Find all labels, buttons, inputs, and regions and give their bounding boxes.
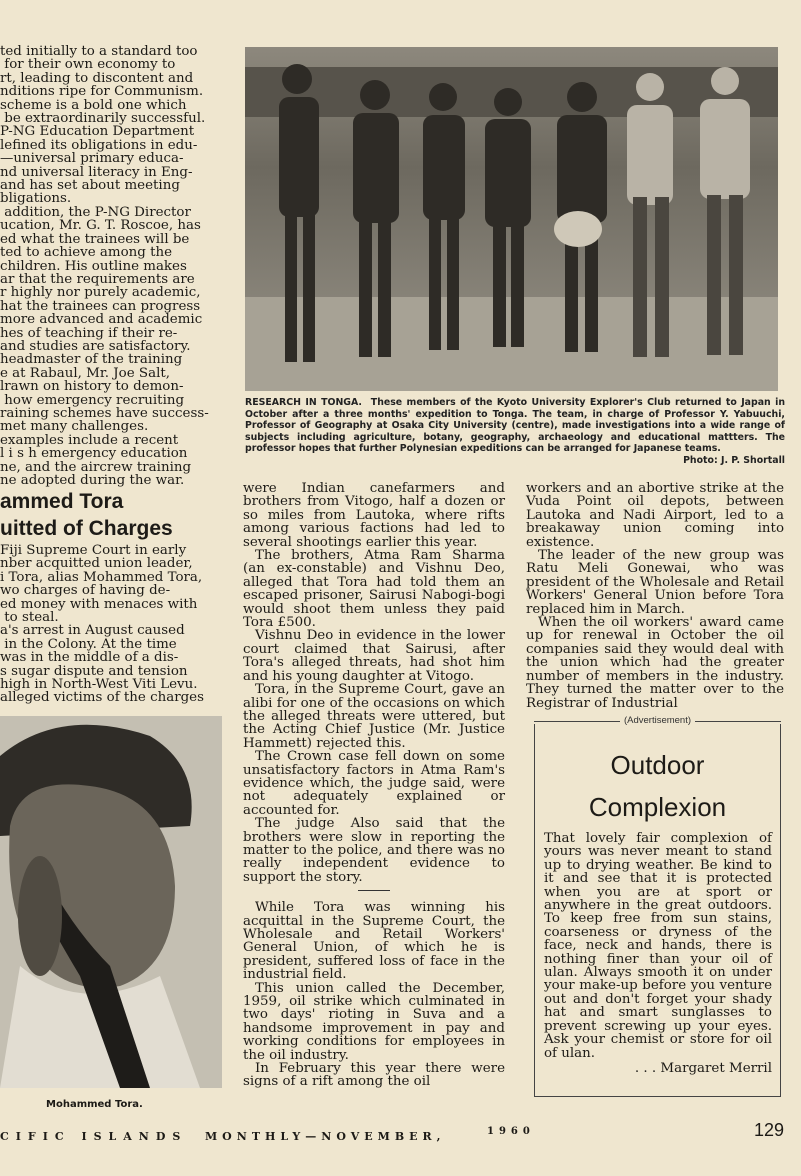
paragraph: [243, 982, 505, 1062]
text-line: and studies are satisfactory.: [0, 338, 191, 354]
middle-column-article-text: [243, 482, 505, 1089]
paragraph: [243, 549, 505, 629]
text-line: l i s h emergency education: [0, 446, 188, 462]
text-line: ed money with menaces with: [0, 596, 198, 612]
text-line: in the Colony. At the time: [0, 636, 177, 652]
ad-body: [544, 832, 772, 1075]
text-line: hat the trainees can progress: [0, 298, 201, 314]
text-line: hes of teaching if their re-: [0, 325, 178, 341]
headline-line-2: uitted of Charges: [0, 517, 173, 540]
paragraph: [243, 750, 505, 817]
footer-publication-left: CIFIC ISLANDS: [0, 1130, 188, 1143]
text-line: be extraordinarily successful.: [0, 111, 206, 127]
paragraph: [243, 482, 505, 549]
text-line: lrawn on history to demon-: [0, 379, 184, 395]
left-column-top-text: [0, 45, 222, 487]
page-footer: [0, 1120, 801, 1148]
page-number: 129: [754, 1120, 785, 1140]
headline-line-1: ammed Tora: [0, 490, 124, 513]
text-line: a's arrest in August caused: [0, 623, 185, 639]
ad-signature: . . . Margaret Merril: [634, 1060, 772, 1076]
paragraph: [243, 683, 505, 750]
paragraph: [243, 629, 505, 683]
paragraph-lead: The judge: [255, 816, 335, 832]
paragraph: [243, 901, 505, 981]
caption-lead: RESEARCH IN TONGA.: [245, 397, 362, 408]
paragraph-text: This union called the December, 1959, oil strike which culminated in two days' rioting in Suva and a handsome improvement in pay and working conditions for employees in the oil industry.: [243, 980, 505, 1063]
text-line: bligations.: [0, 191, 72, 207]
text-line: ar that the requirements are: [0, 271, 195, 287]
footer-year: 1960: [487, 1126, 535, 1137]
paragraph-text: The brothers, Atma Ram Sharma (an ex-constable) and Vishnu Deo, alleged that Tora had told them an escaped prisoner, Sairusi Nabogi-bogi would shoot them unless they paid Tora £500.: [243, 548, 505, 631]
paragraph-text: were Indian canefarmers and brothers from Vitogo, half a dozen or so miles from Lautoka, where rifts among various factions had led to several shootings earlier this year.: [243, 481, 505, 550]
text-line: P-NG Education Department: [0, 124, 195, 140]
text-line: was in the middle of a dis-: [0, 650, 179, 666]
text-line: for their own economy to: [0, 57, 176, 73]
text-line: ne, and the aircrew training: [0, 459, 192, 475]
text-line: met many challenges.: [0, 419, 149, 435]
paragraph-text: Also said that the brothers were slow in reporting the matter to the police, and there was no really independent evidence to support the story.: [243, 816, 505, 885]
text-line: high in North-West Viti Levu.: [0, 677, 198, 693]
section-divider: [358, 890, 390, 891]
text-line: ed what the trainees will be: [0, 231, 190, 247]
article-headline: [0, 488, 225, 542]
caption-body: These members of the Kyoto University Explorer's Club returned to Japan in October after a three months' expedition to Tonga. The team, in charge of Professor Y. Yabuuchi, Professor of Geography at Osaka City University (centre), made investigations into a wide range of subjects including agriculture, botany, geography, archaeology and educational mattters. The professor hopes that further Polynesian expeditions can be arranged for Japanese teams.: [245, 397, 785, 455]
right-column-article-text: [526, 482, 784, 710]
text-line: and has set about meeting: [0, 178, 180, 194]
paragraph-text: The Crown case fell down on some unsatisfactory factors in Atma Ram's evidence which, the judge said, were not adequately explained or accounted for.: [243, 749, 505, 818]
advertisement-box: [534, 724, 781, 1097]
text-line: rt, leading to discontent and: [0, 70, 194, 86]
paragraph-text: Tora, in the Supreme Court, gave an alibi for one of the occasions on which the alleged threats were uttered, but the Acting Chief Justice (Mr. Justice Hammett) rejected this.: [243, 682, 505, 751]
paragraph-text: The leader of the new group was Ratu Meli Gonewai, who was president of the Wholesale and Retail Workers' General Union before Tora replaced him in March.: [526, 548, 784, 617]
kyoto-explorers-photo: [245, 47, 778, 391]
photo-caption: [245, 397, 785, 467]
caption-text: [245, 397, 785, 455]
paragraph: [243, 1062, 505, 1089]
paragraph-text: In February this year there were signs of a rift among the oil: [243, 1061, 505, 1090]
paragraph: [526, 482, 784, 549]
text-line: e at Rabaul, Mr. Joe Salt,: [0, 365, 170, 381]
ad-body-text: That lovely fair complexion of yours was never meant to stand up to drying weather. Be kind to it and see that it is protected when you are at sport or anywhere in the great outdoors. To keep free from sun stains, coarseness or dryness of the face, neck and hands, there is nothing finer than your oil of ulan. Always smooth it on under your make-up before you venture out and don't forget your shady hat and smart sunglasses to prevent screwing up your eyes. Ask your chemist or store for oil of ulan.: [544, 831, 772, 1061]
text-line: ucation, Mr. G. T. Roscoe, has: [0, 218, 201, 234]
ad-title-line-1: Outdoor: [610, 750, 705, 780]
footer-publication-month: MONTHLY—NOVEMBER,: [205, 1130, 446, 1143]
text-line: children. His outline makes: [0, 258, 187, 274]
paragraph: [526, 616, 784, 710]
paragraph: [526, 549, 784, 616]
text-line: wo charges of having de-: [0, 583, 171, 599]
ad-label: (Advertisement): [534, 714, 781, 728]
text-line: raining schemes have success-: [0, 405, 209, 421]
paragraph-text: While Tora was winning his acquittal in the Supreme Court, the Wholesale and Retail Workers' General Union, of which he is president, suffered loss of face in the industrial field.: [243, 900, 505, 983]
portrait-caption: Mohammed Tora.: [46, 1099, 143, 1110]
text-line: to steal.: [0, 610, 59, 626]
text-line: nditions ripe for Communism.: [0, 84, 204, 100]
text-line: examples include a recent: [0, 432, 179, 448]
paragraph-text: Vishnu Deo in evidence in the lower court claimed that Sairusi, after Tora's alleged threats, had shot him and his young daughter at Vitogo.: [243, 628, 505, 684]
text-line: s sugar dispute and tension: [0, 663, 188, 679]
text-line: nd universal literacy in Eng-: [0, 164, 193, 180]
paragraph-text: When the oil workers' award came up for renewal in October the oil companies said they would deal with the union which had the greater number of members in the industry. They turned the matter over to the Registrar of Industrial: [526, 615, 784, 711]
text-line: nber acquitted union leader,: [0, 556, 193, 572]
mohammed-tora-photo: [0, 716, 222, 1088]
paragraph-text: workers and an abortive strike at the Vuda Point oil depots, between Lautoka and Nadi Airport, led to a breakaway union coming into existence.: [526, 481, 784, 550]
text-line: headmaster of the training: [0, 352, 183, 368]
text-line: more advanced and academic: [0, 312, 203, 328]
text-line: Fiji Supreme Court in early: [0, 543, 187, 558]
text-line: —universal primary educa-: [0, 151, 184, 167]
text-line: ted initially to a standard too: [0, 44, 198, 59]
left-column-article-text: [0, 544, 222, 705]
ad-title-line-2: Complexion: [588, 792, 727, 822]
paragraph: [243, 817, 505, 884]
text-line: ted to achieve among the: [0, 245, 173, 261]
text-line: scheme is a bold one which: [0, 97, 187, 113]
text-line: addition, the P-NG Director: [0, 204, 191, 220]
text-line: ne adopted during the war.: [0, 473, 185, 488]
photo-credit: Photo: J. P. Shortall: [683, 454, 785, 466]
text-line: r highly nor purely academic,: [0, 285, 201, 301]
ad-title: [535, 744, 780, 828]
text-line: how emergency recruiting: [0, 392, 185, 408]
text-line: alleged victims of the charges: [0, 690, 204, 706]
text-line: lefined its obligations in edu-: [0, 137, 198, 153]
text-line: i Tora, alias Mohammed Tora,: [0, 569, 203, 585]
